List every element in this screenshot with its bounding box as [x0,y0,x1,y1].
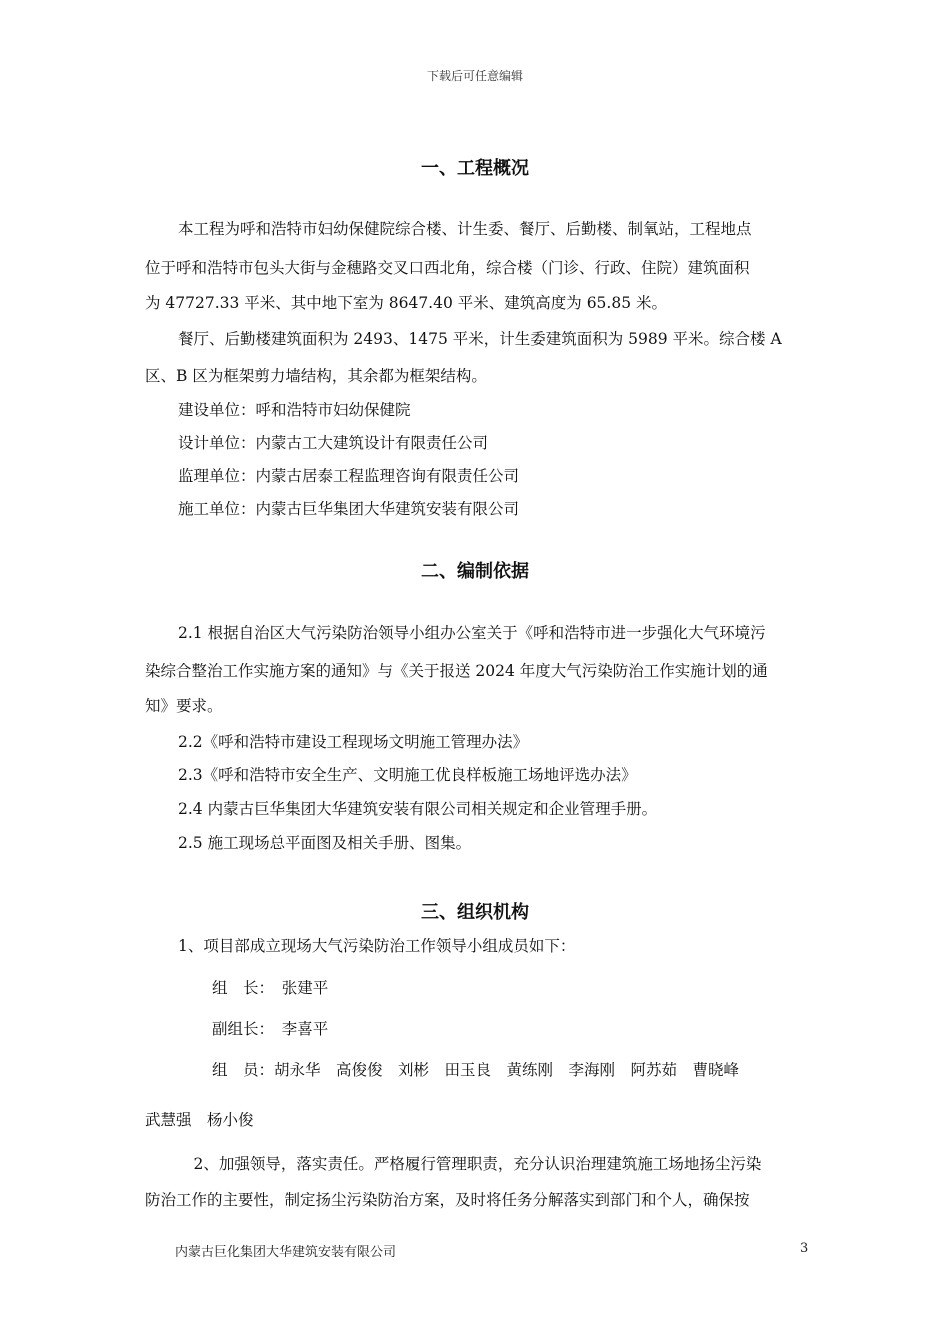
construction-unit: 建设单位：呼和浩特市妇幼保健院 [178,401,411,419]
group-members: 组 员：胡永华 高俊俊 刘彬 田玉良 黄练刚 李海刚 阿苏茹 曹晓峰 [212,1061,740,1079]
paragraph-line: 为 47727.33 平米、其中地下室为 8647.40 平米、建筑高度为 65.85 米。 [145,294,667,312]
paragraph-line: 1、项目部成立现场大气污染防治工作领导小组成员如下： [178,937,576,955]
section-title-overview: 一、工程概况 [421,158,529,179]
page-number: 3 [800,1241,809,1256]
paragraph-line: 2、加强领导，落实责任。严格履行管理职责，充分认识治理建筑施工场地扬尘污染 [178,1155,762,1173]
paragraph-line: 位于呼和浩特市包头大街与金穗路交叉口西北角，综合楼（门诊、行政、住院）建筑面积 [145,259,750,277]
paragraph-line: 防治工作的主要性，制定扬尘污染防治方案，及时将任务分解落实到部门和个人，确保按 [145,1191,750,1209]
paragraph-line: 区、B 区为框架剪力墙结构，其余都为框架结构。 [145,367,487,385]
paragraph-line: 本工程为呼和浩特市妇幼保健院综合楼、计生委、餐厅、后勤楼、制氧站，工程地点 [178,220,752,238]
paragraph-line: 2.1 根据自治区大气污染防治领导小组办公室关于《呼和浩特市进一步强化大气环境污 [178,624,766,642]
list-item: 2.5 施工现场总平面图及相关手册、图集。 [178,834,472,852]
group-leader: 组 长： 张建平 [212,979,329,997]
paragraph-line: 染综合整治工作实施方案的通知》与《关于报送 2024 年度大气污染防治工作实施计划的通 [145,662,768,680]
group-members-continued: 武慧强 杨小俊 [145,1111,254,1129]
section-title-organization: 三、组织机构 [421,902,529,923]
supervision-unit: 监理单位：内蒙古居泰工程监理咨询有限责任公司 [178,467,520,485]
design-unit: 设计单位：内蒙古工大建筑设计有限责任公司 [178,434,489,452]
page-header: 下载后可任意编辑 [426,69,523,83]
paragraph-line: 餐厅、后勤楼建筑面积为 2493、1475 平米，计生委建筑面积为 5989 平米。综合楼 A [178,330,782,348]
deputy-leader: 副组长： 李喜平 [212,1020,329,1038]
list-item: 2.2《呼和浩特市建设工程现场文明施工管理办法》 [178,733,529,751]
list-item: 2.4 内蒙古巨华集团大华建筑安装有限公司相关规定和企业管理手册。 [178,800,658,818]
section-title-basis: 二、编制依据 [421,561,529,582]
list-item: 2.3《呼和浩特市安全生产、文明施工优良样板施工场地评选办法》 [178,766,637,784]
footer-company: 内蒙古巨化集团大华建筑安装有限公司 [175,1245,397,1260]
contractor-unit: 施工单位：内蒙古巨华集团大华建筑安装有限公司 [178,500,520,518]
paragraph-line: 知》要求。 [145,697,223,715]
